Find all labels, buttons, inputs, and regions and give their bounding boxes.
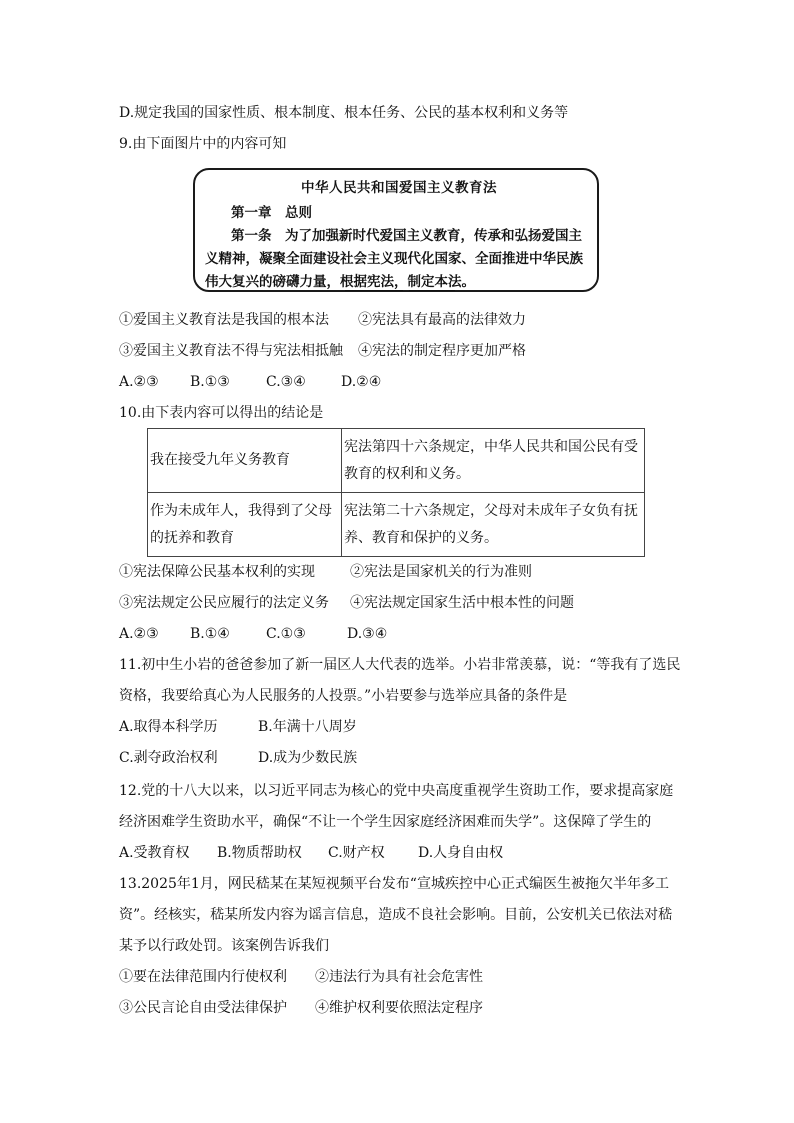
q10-statement-2: ②宪法是国家机关的行为准则 [350, 564, 532, 580]
q13-stem-line-1: 13.2025年1月，网民嵇某在某短视频平台发布“宣城疾控中心正式编医生被拖欠半年多工 [119, 876, 669, 892]
q13-statement-4: ④维护权利要依照法定程序 [315, 1000, 483, 1016]
q9-stem: 9.由下面图片中的内容可知 [119, 136, 287, 152]
q10-stem: 10.由下表内容可以得出的结论是 [119, 405, 324, 421]
table-cell-left: 我在接受九年义务教育 [148, 429, 342, 493]
q9-option-b: B.①③ [190, 374, 230, 390]
q12-option-c: C.财产权 [328, 845, 385, 861]
q9-statement-2: ②宪法具有最高的法律效力 [358, 312, 526, 328]
q10-option-c: C.①③ [266, 626, 306, 642]
q13-statement-2: ②违法行为具有社会危害性 [315, 969, 483, 985]
q11-option-c: C.剥夺政治权利 [119, 750, 218, 766]
table-row [148, 493, 645, 557]
q12-option-b: B.物质帮助权 [217, 845, 302, 861]
q9-statement-4: ④宪法的制定程序更加严格 [358, 343, 526, 359]
q11-option-a: A.取得本科学历 [119, 719, 218, 735]
q12-option-d: D.人身自由权 [418, 845, 504, 861]
q9-law-image [193, 168, 599, 292]
table-row [148, 429, 645, 493]
q10-table [147, 428, 645, 557]
q11-stem-line-1: 11.初中生小岩的爸爸参加了新一届区人大代表的选举。小岩非常羡慕，说：“等我有了选民 [119, 657, 681, 673]
q9-option-d: D.②④ [341, 374, 382, 390]
q10-option-b: B.①④ [190, 626, 230, 642]
law-line-2: 义精神，凝聚全面建设社会主义现代化国家、全面推进中华民族 [205, 251, 583, 267]
table-cell-right: 宪法第四十六条规定，中华人民共和国公民有受教育的权利和义务。 [342, 429, 645, 493]
q10-statement-4: ④宪法规定国家生活中根本性的问题 [350, 595, 574, 611]
underline-enact [409, 290, 455, 291]
law-line-1: 第一条 为了加强新时代爱国主义教育，传承和弘扬爱国主 [231, 228, 582, 244]
q13-stem-line-3: 某予以行政处罚。该案例告诉我们 [119, 938, 329, 954]
law-chapter: 第一章 总则 [231, 205, 312, 221]
q9-option-c: C.③④ [266, 374, 306, 390]
q10-option-d: D.③④ [347, 626, 388, 642]
q10-option-a: A.②③ [119, 626, 159, 642]
q11-option-d: D.成为少数民族 [258, 750, 358, 766]
table-cell-left: 作为未成年人，我得到了父母的抚养和教育 [148, 493, 342, 557]
q9-statement-1: ①爱国主义教育法是我国的根本法 [119, 312, 329, 328]
q11-stem-line-2: 资格，我要给真心为人民服务的人投票。”小岩要参与选举应具备的条件是 [119, 688, 568, 704]
q10-statement-3: ③宪法规定公民应履行的法定义务 [119, 595, 329, 611]
law-line-3: 伟大复兴的磅礴力量，根据宪法，制定本法。 [205, 274, 475, 290]
q12-option-a: A.受教育权 [119, 845, 190, 861]
table-cell-right: 宪法第二十六条规定，父母对未成年子女负有抚养、教育和保护的义务。 [342, 493, 645, 557]
q9-option-a: A.②③ [119, 374, 159, 390]
q13-statement-3: ③公民言论自由受法律保护 [119, 1000, 287, 1016]
q8-option-d: D.规定我国的国家性质、根本制度、根本任务、公民的基本权利和义务等 [119, 105, 569, 121]
q10-statement-1: ①宪法保障公民基本权利的实现 [119, 564, 315, 580]
q9-statement-3: ③爱国主义教育法不得与宪法相抵触 [119, 343, 343, 359]
q11-option-b: B.年满十八周岁 [258, 719, 357, 735]
underline-constitution [345, 290, 403, 291]
q13-statement-1: ①要在法律范围内行使权利 [119, 969, 287, 985]
q13-stem-line-2: 资”。经核实，嵇某所发内容为谣言信息，造成不良社会影响。目前，公安机关已依法对嵇 [119, 907, 673, 923]
law-title: 中华人民共和国爱国主义教育法 [301, 180, 497, 196]
q12-stem-line-2: 经济困难学生资助水平，确保“不让一个学生因家庭经济困难而失学”。这保障了学生的 [119, 814, 652, 830]
q12-stem-line-1: 12.党的十八大以来，以习近平同志为核心的党中央高度重视学生资助工作，要求提高家庭 [119, 783, 674, 799]
